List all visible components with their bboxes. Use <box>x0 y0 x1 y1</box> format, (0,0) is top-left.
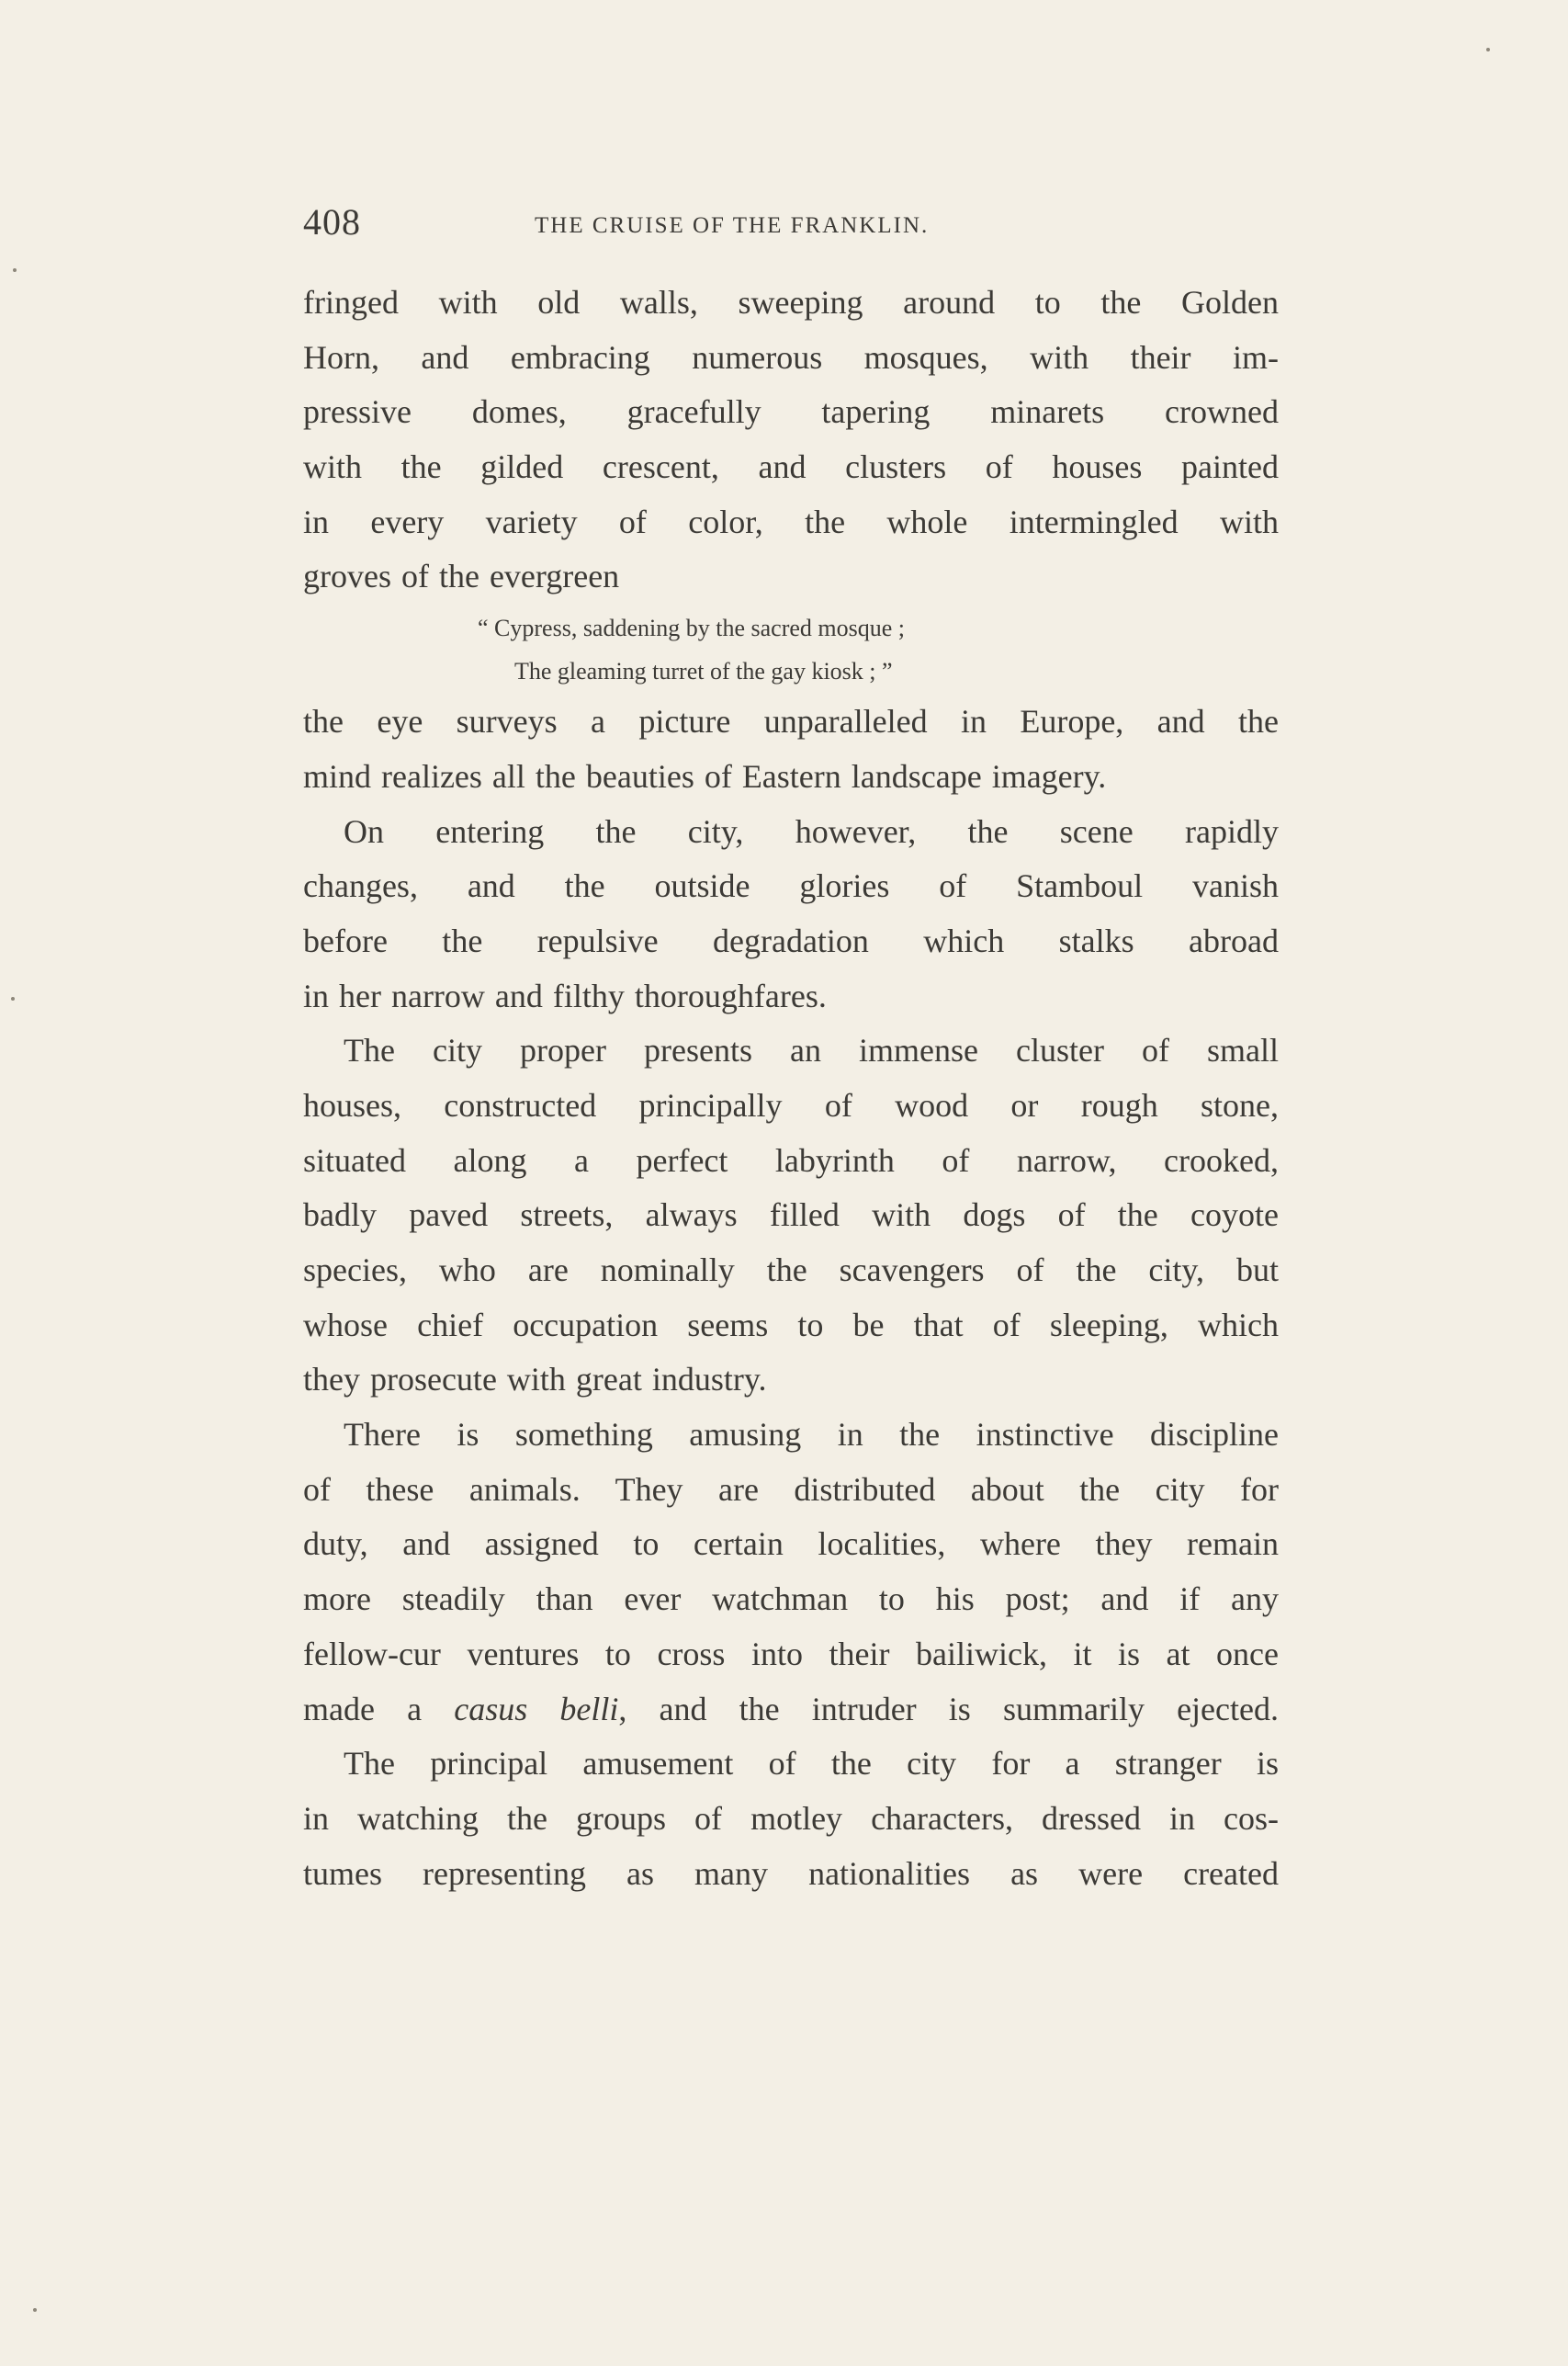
text-line: duty, and assigned to certain localities, where they remain <box>303 1525 1279 1563</box>
verse-line: The gleaming turret of the gay kiosk ; ” <box>514 658 893 685</box>
text-line: Horn, and embracing numerous mosques, with their im- <box>303 338 1279 376</box>
text-fragment: made a <box>303 1690 455 1727</box>
verse-line: “ Cypress, saddening by the sacred mosque ; <box>478 615 906 642</box>
text-fragment: , and the intruder is summarily ejected. <box>618 1690 1279 1727</box>
text-line: tumes representing as many nationalities as were created <box>303 1854 1279 1892</box>
paper-speck <box>33 2308 37 2312</box>
text-line: mind realizes all the beauties of Eastern landscape imagery. <box>303 757 1107 795</box>
text-line: in every variety of color, the whole intermingled with <box>303 503 1279 540</box>
paper-speck <box>11 997 15 1001</box>
text-line: more steadily than ever watchman to his post; and if any <box>303 1580 1279 1618</box>
text-line: species, who are nominally the scavengers of the city, but <box>303 1251 1279 1288</box>
text-line: before the repulsive degradation which stalks abroad <box>303 922 1279 959</box>
text-line: in watching the groups of motley characters, dressed in cos- <box>303 1799 1279 1837</box>
text-line: fringed with old walls, sweeping around to the Golden <box>303 284 1279 321</box>
text-line: pressive domes, gracefully tapering minarets crowned <box>303 393 1279 431</box>
italic-phrase: casus belli <box>454 1690 619 1727</box>
text-line: changes, and the outside glories of Stamboul vanish <box>303 867 1279 905</box>
text-line: with the gilded crescent, and clusters of houses painted <box>303 448 1279 486</box>
text-line: fellow-cur ventures to cross into their bailiwick, it is at once <box>303 1635 1279 1672</box>
text-line: groves of the evergreen <box>303 558 620 595</box>
text-line: badly paved streets, always filled with dogs of the coyote <box>303 1196 1279 1234</box>
paper-speck <box>1486 48 1490 51</box>
text-line-with-italic <box>303 1682 1279 1738</box>
page-header <box>303 200 1277 255</box>
paragraph-first-line: The city proper presents an immense cluster of small <box>344 1032 1279 1070</box>
text-line: the eye surveys a picture unparalleled in Europe, and the <box>303 703 1279 741</box>
text-line: whose chief occupation seems to be that of sleeping, which <box>303 1306 1279 1343</box>
text-line: of these animals. They are distributed about the city for <box>303 1470 1279 1508</box>
running-title: THE CRUISE OF THE FRANKLIN. <box>535 213 930 238</box>
page-number: 408 <box>303 201 361 243</box>
text-line: situated along a perfect labyrinth of narrow, crooked, <box>303 1141 1279 1179</box>
body-text <box>303 276 1279 1901</box>
text-line: houses, constructed principally of wood or rough stone, <box>303 1086 1279 1124</box>
paragraph-first-line: On entering the city, however, the scene rapidly <box>344 812 1279 850</box>
paper-speck <box>13 268 17 272</box>
text-line: they prosecute with great industry. <box>303 1361 767 1398</box>
text-line: in her narrow and filthy thoroughfares. <box>303 977 827 1014</box>
paragraph-first-line: The principal amusement of the city for a stranger is <box>344 1745 1279 1783</box>
paragraph-first-line: There is something amusing in the instinctive discipline <box>344 1416 1279 1454</box>
